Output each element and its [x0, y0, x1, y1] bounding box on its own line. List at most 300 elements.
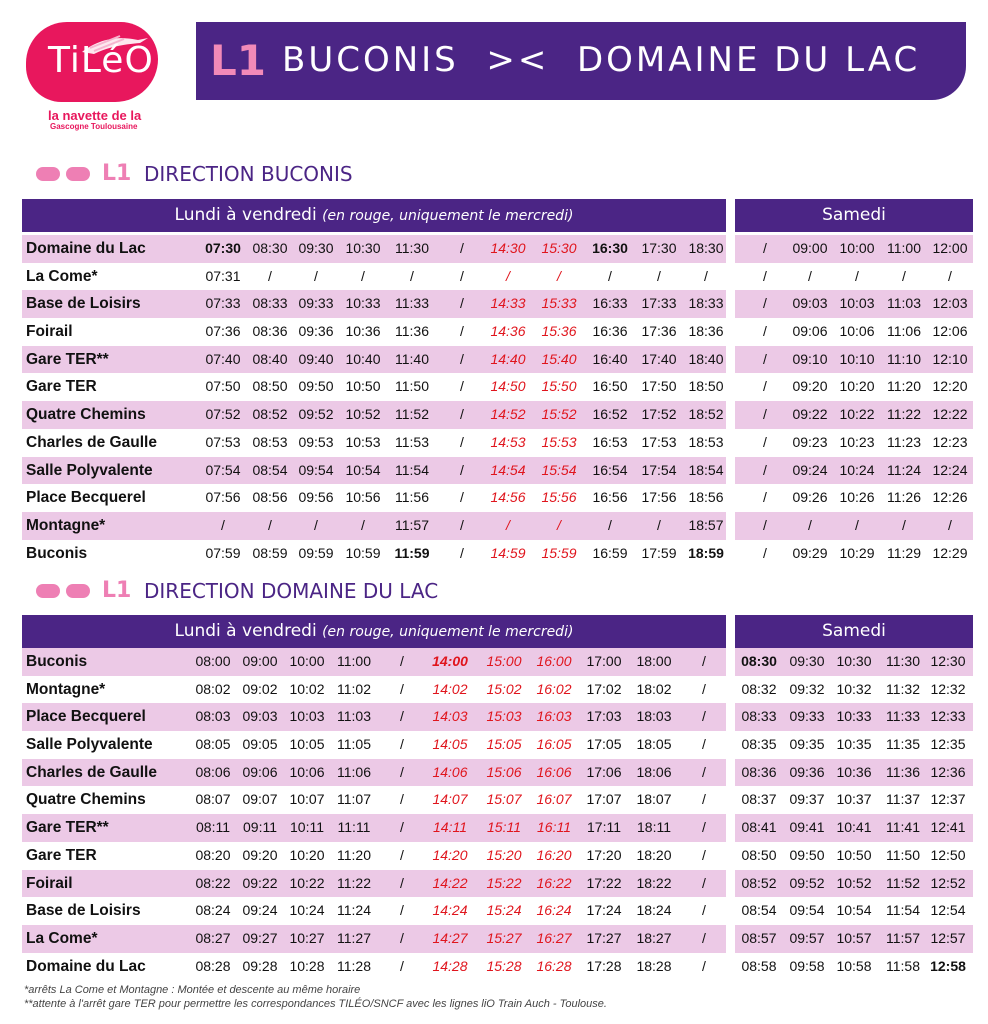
- weekday-time-cell: 11:59: [394, 544, 430, 561]
- stop-name: Montagne*: [26, 516, 106, 534]
- section-line-code: L1: [102, 161, 132, 186]
- weekday-time-cell: 09:22: [242, 874, 278, 891]
- saturday-time-cell: 09:20: [792, 378, 828, 395]
- saturday-time-cell: 11:54: [886, 902, 920, 919]
- weekday-time-cell: 11:33: [395, 295, 429, 312]
- weekday-time-cell: 16:30: [592, 240, 628, 256]
- weekday-time-cell: /: [704, 267, 708, 284]
- weekday-time-cell: 07:31: [205, 267, 241, 284]
- stop-name: Montagne*: [26, 680, 106, 698]
- saturday-time-cell: 11:24: [887, 461, 921, 478]
- weekday-time-cell: 09:56: [298, 489, 334, 506]
- weekday-time-cell: /: [314, 516, 318, 533]
- weekday-time-cell: 15:05: [486, 736, 522, 753]
- weekday-time-cell: 15:59: [541, 544, 577, 561]
- weekday-time-cell: 14:24: [432, 902, 468, 919]
- weekday-time-cell: 09:52: [298, 406, 334, 423]
- saturday-time-cell: /: [763, 295, 767, 312]
- table-row: [22, 318, 973, 346]
- weekday-time-cell: /: [221, 516, 225, 533]
- weekday-time-cell: 16:33: [592, 295, 628, 312]
- weekday-time-cell: 14:33: [490, 295, 526, 312]
- weekday-time-cell: 18:05: [636, 736, 672, 753]
- weekday-time-cell: 08:59: [252, 544, 288, 561]
- weekday-time-cell: /: [702, 791, 706, 808]
- weekday-time-cell: /: [506, 267, 510, 284]
- saturday-time-cell: 10:52: [836, 874, 872, 891]
- saturday-time-cell: 10:00: [839, 240, 875, 256]
- saturday-time-cell: 09:58: [789, 957, 825, 974]
- weekday-time-cell: 09:50: [298, 378, 334, 395]
- weekday-time-cell: 17:28: [586, 957, 622, 974]
- weekday-time-cell: 18:11: [637, 819, 671, 836]
- weekday-time-cell: 09:54: [298, 461, 334, 478]
- weekday-time-cell: 11:53: [395, 433, 429, 450]
- weekday-time-cell: /: [460, 240, 464, 256]
- weekday-time-cell: 09:59: [298, 544, 334, 561]
- weekday-time-cell: 18:24: [636, 902, 672, 919]
- saturday-time-cell: 11:23: [887, 433, 921, 450]
- weekday-time-cell: /: [400, 929, 404, 946]
- weekday-time-cell: 11:20: [337, 846, 371, 863]
- weekday-time-cell: 15:33: [541, 295, 577, 312]
- stop-name: Gare TER: [26, 378, 97, 396]
- weekday-time-cell: /: [460, 323, 464, 340]
- saturday-header: [735, 199, 973, 232]
- pill-icon: [66, 167, 90, 181]
- saturday-label: Samedi: [822, 205, 886, 225]
- weekday-time-cell: 17:05: [586, 736, 622, 753]
- weekday-time-cell: /: [657, 516, 661, 533]
- saturday-time-cell: 08:54: [741, 902, 777, 919]
- timetable-buconis: [22, 235, 973, 567]
- weekday-time-cell: 10:11: [290, 819, 324, 836]
- weekday-time-cell: 11:56: [395, 489, 429, 506]
- weekday-time-cell: 15:52: [541, 406, 577, 423]
- weekday-time-cell: 11:24: [337, 902, 371, 919]
- saturday-time-cell: 09:23: [792, 433, 828, 450]
- weekday-time-cell: 10:06: [289, 763, 325, 780]
- weekday-label: Lundi à vendredi: [174, 205, 317, 225]
- saturday-time-cell: /: [763, 489, 767, 506]
- saturday-time-cell: 10:36: [836, 763, 872, 780]
- panel-divider: [726, 235, 735, 567]
- saturday-time-cell: 09:03: [792, 295, 828, 312]
- section-line-code: L1: [102, 578, 132, 603]
- weekday-time-cell: 07:30: [205, 240, 241, 256]
- weekday-time-cell: 16:24: [536, 902, 572, 919]
- weekday-time-cell: 11:57: [395, 516, 429, 533]
- weekday-header: [22, 615, 726, 648]
- weekday-time-cell: 11:07: [337, 791, 371, 808]
- weekday-time-cell: /: [460, 406, 464, 423]
- weekday-time-cell: 15:56: [541, 489, 577, 506]
- saturday-time-cell: 08:57: [741, 929, 777, 946]
- stop-name: Place Becquerel: [26, 708, 146, 726]
- weekday-time-cell: 08:05: [195, 736, 231, 753]
- weekday-time-cell: 08:22: [195, 874, 231, 891]
- weekday-note: (en rouge, uniquement le mercredi): [322, 624, 574, 640]
- weekday-time-cell: 17:11: [587, 819, 621, 836]
- weekday-time-cell: 18:52: [688, 406, 724, 423]
- weekday-time-cell: 09:03: [242, 708, 278, 725]
- weekday-time-cell: 15:22: [486, 874, 522, 891]
- weekday-time-cell: 07:40: [205, 350, 241, 367]
- logo-badge: [26, 22, 158, 102]
- saturday-time-cell: /: [902, 267, 906, 284]
- weekday-time-cell: 11:02: [337, 680, 371, 697]
- weekday-time-cell: 17:03: [586, 708, 622, 725]
- weekday-time-cell: 08:53: [252, 433, 288, 450]
- weekday-time-cell: 16:36: [592, 323, 628, 340]
- saturday-time-cell: 11:22: [887, 406, 921, 423]
- weekday-time-cell: 17:02: [586, 680, 622, 697]
- saturday-time-cell: /: [763, 544, 767, 561]
- weekday-time-cell: 16:02: [536, 680, 572, 697]
- weekday-time-cell: 15:40: [541, 350, 577, 367]
- weekday-time-cell: 17:24: [586, 902, 622, 919]
- saturday-time-cell: /: [763, 240, 767, 256]
- weekday-time-cell: 11:00: [337, 653, 371, 669]
- saturday-time-cell: 09:29: [792, 544, 828, 561]
- weekday-time-cell: 14:06: [432, 763, 468, 780]
- weekday-time-cell: 07:56: [205, 489, 241, 506]
- stop-name: Base de Loisirs: [26, 295, 141, 313]
- weekday-time-cell: 08:33: [252, 295, 288, 312]
- saturday-time-cell: 09:50: [789, 846, 825, 863]
- weekday-time-cell: 16:56: [592, 489, 628, 506]
- weekday-time-cell: /: [400, 846, 404, 863]
- weekday-time-cell: /: [460, 433, 464, 450]
- tileo-logo: [26, 22, 158, 132]
- weekday-time-cell: 17:50: [641, 378, 677, 395]
- weekday-time-cell: 10:22: [289, 874, 325, 891]
- table-row: [22, 731, 973, 759]
- weekday-time-cell: 14:07: [432, 791, 468, 808]
- weekday-time-cell: /: [460, 378, 464, 395]
- weekday-time-cell: /: [702, 929, 706, 946]
- saturday-time-cell: 10:50: [836, 846, 872, 863]
- saturday-time-cell: 10:10: [839, 350, 875, 367]
- weekday-time-cell: 10:24: [289, 902, 325, 919]
- weekday-time-cell: 15:54: [541, 461, 577, 478]
- weekday-time-cell: /: [400, 763, 404, 780]
- stop-name: La Come*: [26, 267, 98, 285]
- pill-icon: [66, 584, 90, 598]
- weekday-time-cell: /: [400, 791, 404, 808]
- stop-name: La Come*: [26, 929, 98, 947]
- weekday-time-cell: 11:03: [337, 708, 371, 725]
- weekday-time-cell: 17:53: [641, 433, 677, 450]
- weekday-time-cell: 07:52: [205, 406, 241, 423]
- weekday-time-cell: /: [608, 516, 612, 533]
- stop-name: Charles de Gaulle: [26, 433, 157, 451]
- saturday-time-cell: 08:33: [741, 708, 777, 725]
- weekday-time-cell: 07:36: [205, 323, 241, 340]
- saturday-time-cell: 12:26: [932, 489, 968, 506]
- weekday-time-cell: /: [460, 350, 464, 367]
- weekday-time-cell: 09:00: [242, 653, 278, 669]
- weekday-time-cell: 09:06: [242, 763, 278, 780]
- weekday-time-cell: /: [702, 708, 706, 725]
- weekday-time-cell: 18:03: [636, 708, 672, 725]
- weekday-time-cell: 14:54: [490, 461, 526, 478]
- weekday-time-cell: 10:30: [345, 240, 381, 256]
- saturday-time-cell: 12:06: [932, 323, 968, 340]
- saturday-time-cell: 10:23: [839, 433, 875, 450]
- saturday-time-cell: 09:30: [789, 653, 825, 669]
- weekday-time-cell: 17:27: [586, 929, 622, 946]
- pill-icon: [36, 584, 60, 598]
- weekday-time-cell: 14:20: [432, 846, 468, 863]
- saturday-time-cell: 10:24: [839, 461, 875, 478]
- weekday-time-cell: /: [702, 819, 706, 836]
- section-heading-buconis: [36, 158, 936, 188]
- weekday-time-cell: 18:30: [688, 240, 724, 256]
- weekday-time-cell: 09:05: [242, 736, 278, 753]
- saturday-time-cell: 12:33: [930, 708, 966, 725]
- saturday-time-cell: 10:29: [839, 544, 875, 561]
- weekday-time-cell: 11:05: [337, 736, 371, 753]
- saturday-time-cell: 09:57: [789, 929, 825, 946]
- weekday-time-cell: 08:30: [252, 240, 288, 256]
- weekday-time-cell: /: [657, 267, 661, 284]
- table-row: [22, 457, 973, 485]
- weekday-time-cell: 16:06: [536, 763, 572, 780]
- weekday-time-cell: 09:33: [298, 295, 334, 312]
- saturday-time-cell: 09:37: [789, 791, 825, 808]
- weekday-time-cell: 08:00: [195, 653, 231, 669]
- weekday-time-cell: 15:27: [486, 929, 522, 946]
- weekday-time-cell: /: [400, 874, 404, 891]
- saturday-time-cell: 10:22: [839, 406, 875, 423]
- weekday-time-cell: 18:27: [636, 929, 672, 946]
- saturday-time-cell: /: [902, 516, 906, 533]
- logo-tagline: la navette de la: [48, 108, 142, 123]
- weekday-time-cell: 11:11: [337, 819, 371, 836]
- stop-name: Domaine du Lac: [26, 240, 146, 257]
- weekday-time-cell: 15:11: [487, 819, 521, 836]
- weekday-time-cell: 10:07: [289, 791, 325, 808]
- weekday-time-cell: 18:22: [636, 874, 672, 891]
- weekday-time-cell: 09:53: [298, 433, 334, 450]
- saturday-time-cell: 12:23: [932, 433, 968, 450]
- section-title: DIRECTION DOMAINE DU LAC: [144, 579, 439, 603]
- saturday-time-cell: /: [763, 350, 767, 367]
- line-code: L1: [210, 36, 266, 85]
- weekday-time-cell: 14:50: [490, 378, 526, 395]
- saturday-time-cell: 11:37: [886, 791, 920, 808]
- saturday-time-cell: 08:37: [741, 791, 777, 808]
- saturday-time-cell: /: [763, 406, 767, 423]
- weekday-time-cell: 15:07: [486, 791, 522, 808]
- footnotes: [24, 983, 607, 1011]
- stop-name: Salle Polyvalente: [26, 736, 153, 754]
- weekday-time-cell: 16:54: [592, 461, 628, 478]
- weekday-time-cell: /: [460, 295, 464, 312]
- weekday-time-cell: 18:02: [636, 680, 672, 697]
- table-row: [22, 814, 973, 842]
- weekday-time-cell: 17:52: [641, 406, 677, 423]
- saturday-time-cell: 11:20: [887, 378, 921, 395]
- saturday-time-cell: 09:33: [789, 708, 825, 725]
- weekday-time-cell: 09:07: [242, 791, 278, 808]
- weekday-time-cell: 17:07: [586, 791, 622, 808]
- weekday-time-cell: 16:11: [537, 819, 571, 836]
- stop-name: Quatre Chemins: [26, 406, 146, 424]
- weekday-time-cell: /: [314, 267, 318, 284]
- weekday-time-cell: /: [400, 819, 404, 836]
- footnote: **attente à l'arrêt gare TER pour permettre les correspondances TILÉO/SNCF avec les lignes liO Train Auch - Toulouse.: [24, 998, 607, 1010]
- weekday-time-cell: 08:40: [252, 350, 288, 367]
- saturday-time-cell: 10:58: [836, 957, 872, 974]
- saturday-time-cell: 08:36: [741, 763, 777, 780]
- weekday-time-cell: 11:28: [337, 957, 371, 974]
- weekday-time-cell: 17:20: [586, 846, 622, 863]
- weekday-time-cell: 17:06: [586, 763, 622, 780]
- weekday-time-cell: 09:11: [243, 819, 277, 836]
- weekday-time-cell: 16:05: [536, 736, 572, 753]
- weekday-time-cell: 09:20: [242, 846, 278, 863]
- weekday-time-cell: 10:00: [289, 653, 325, 669]
- saturday-time-cell: 12:36: [930, 763, 966, 780]
- weekday-time-cell: /: [410, 267, 414, 284]
- weekday-time-cell: 08:11: [196, 819, 230, 836]
- weekday-time-cell: 09:28: [242, 957, 278, 974]
- weekday-time-cell: 15:00: [486, 653, 522, 669]
- saturday-time-cell: 12:24: [932, 461, 968, 478]
- weekday-time-cell: 17:22: [586, 874, 622, 891]
- table-row: [22, 263, 973, 291]
- weekday-time-cell: 08:07: [195, 791, 231, 808]
- saturday-time-cell: 11:41: [886, 819, 920, 836]
- weekday-time-cell: 11:36: [395, 323, 429, 340]
- weekday-time-cell: 17:56: [641, 489, 677, 506]
- stop-name: Domaine du Lac: [26, 957, 146, 975]
- weekday-time-cell: 11:50: [395, 378, 429, 395]
- weekday-time-cell: 10:53: [345, 433, 381, 450]
- weekday-note: (en rouge, uniquement le mercredi): [322, 208, 574, 224]
- saturday-time-cell: 11:26: [887, 489, 921, 506]
- weekday-time-cell: /: [702, 902, 706, 919]
- saturday-time-cell: 10:41: [836, 819, 872, 836]
- stop-name: Foirail: [26, 323, 73, 341]
- weekday-time-cell: 08:27: [195, 929, 231, 946]
- stop-name: Quatre Chemins: [26, 791, 146, 809]
- table-row: [22, 676, 973, 704]
- weekday-time-cell: 10:27: [289, 929, 325, 946]
- weekday-time-cell: 08:36: [252, 323, 288, 340]
- weekday-time-cell: /: [702, 763, 706, 780]
- weekday-time-cell: /: [268, 267, 272, 284]
- saturday-time-cell: 11:35: [886, 736, 920, 753]
- weekday-time-cell: 08:54: [252, 461, 288, 478]
- weekday-time-cell: 16:03: [536, 708, 572, 725]
- saturday-time-cell: 12:03: [932, 295, 968, 312]
- saturday-time-cell: 12:50: [930, 846, 966, 863]
- saturday-time-cell: 10:06: [839, 323, 875, 340]
- table-row: [22, 759, 973, 787]
- saturday-header: [735, 615, 973, 648]
- weekday-time-cell: 16:22: [536, 874, 572, 891]
- stop-name: Buconis: [26, 544, 88, 562]
- saturday-time-cell: 09:06: [792, 323, 828, 340]
- saturday-time-cell: /: [763, 461, 767, 478]
- weekday-time-cell: 14:28: [432, 957, 468, 974]
- saturday-time-cell: 11:52: [886, 874, 920, 891]
- weekday-time-cell: 14:02: [432, 680, 468, 697]
- weekday-time-cell: /: [460, 516, 464, 533]
- saturday-time-cell: 08:52: [741, 874, 777, 891]
- saturday-time-cell: 12:58: [930, 957, 966, 974]
- stop-name: Gare TER**: [26, 350, 109, 368]
- table-row: [22, 953, 973, 981]
- saturday-time-cell: 12:35: [930, 736, 966, 753]
- weekday-time-cell: 14:40: [490, 350, 526, 367]
- saturday-time-cell: 08:35: [741, 736, 777, 753]
- saturday-time-cell: 08:30: [741, 653, 777, 669]
- saturday-time-cell: 10:20: [839, 378, 875, 395]
- saturday-time-cell: 12:52: [930, 874, 966, 891]
- weekday-time-cell: 10:20: [289, 846, 325, 863]
- logo-wordmark: TiLéO: [48, 40, 154, 81]
- weekday-time-cell: 08:50: [252, 378, 288, 395]
- weekday-time-cell: /: [361, 267, 365, 284]
- saturday-time-cell: 10:35: [836, 736, 872, 753]
- weekday-time-cell: /: [460, 267, 464, 284]
- stop-name: Gare TER: [26, 846, 97, 864]
- weekday-time-cell: 11:52: [395, 406, 429, 423]
- weekday-time-cell: 10:03: [289, 708, 325, 725]
- weekday-time-cell: /: [400, 902, 404, 919]
- saturday-time-cell: /: [855, 267, 859, 284]
- weekday-time-cell: 18:06: [636, 763, 672, 780]
- table-row: [22, 897, 973, 925]
- weekday-time-cell: 08:52: [252, 406, 288, 423]
- table-row: [22, 842, 973, 870]
- weekday-time-cell: 08:56: [252, 489, 288, 506]
- weekday-time-cell: 10:02: [289, 680, 325, 697]
- table-row: [22, 925, 973, 953]
- saturday-time-cell: /: [763, 378, 767, 395]
- saturday-time-cell: 10:03: [839, 295, 875, 312]
- saturday-time-cell: 11:00: [887, 240, 921, 256]
- weekday-time-cell: 09:27: [242, 929, 278, 946]
- weekday-time-cell: 15:53: [541, 433, 577, 450]
- weekday-time-cell: /: [557, 267, 561, 284]
- table-row: [22, 703, 973, 731]
- saturday-time-cell: 11:29: [887, 544, 921, 561]
- saturday-time-cell: 10:54: [836, 902, 872, 919]
- weekday-time-cell: /: [400, 957, 404, 974]
- weekday-time-cell: 11:06: [337, 763, 371, 780]
- weekday-time-cell: 15:50: [541, 378, 577, 395]
- weekday-time-cell: 18:07: [636, 791, 672, 808]
- saturday-time-cell: 12:29: [932, 544, 968, 561]
- weekday-time-cell: /: [268, 516, 272, 533]
- weekday-time-cell: 08:03: [195, 708, 231, 725]
- weekday-time-cell: 09:24: [242, 902, 278, 919]
- weekday-time-cell: 11:22: [337, 874, 371, 891]
- weekday-time-cell: 16:59: [592, 544, 628, 561]
- saturday-time-cell: 09:52: [789, 874, 825, 891]
- weekday-time-cell: 16:07: [536, 791, 572, 808]
- saturday-time-cell: 11:06: [887, 323, 921, 340]
- weekday-time-cell: /: [400, 680, 404, 697]
- logo-tagline-region: Gascogne Toulousaine: [50, 122, 138, 131]
- weekday-time-cell: 17:54: [641, 461, 677, 478]
- weekday-time-cell: /: [702, 957, 706, 974]
